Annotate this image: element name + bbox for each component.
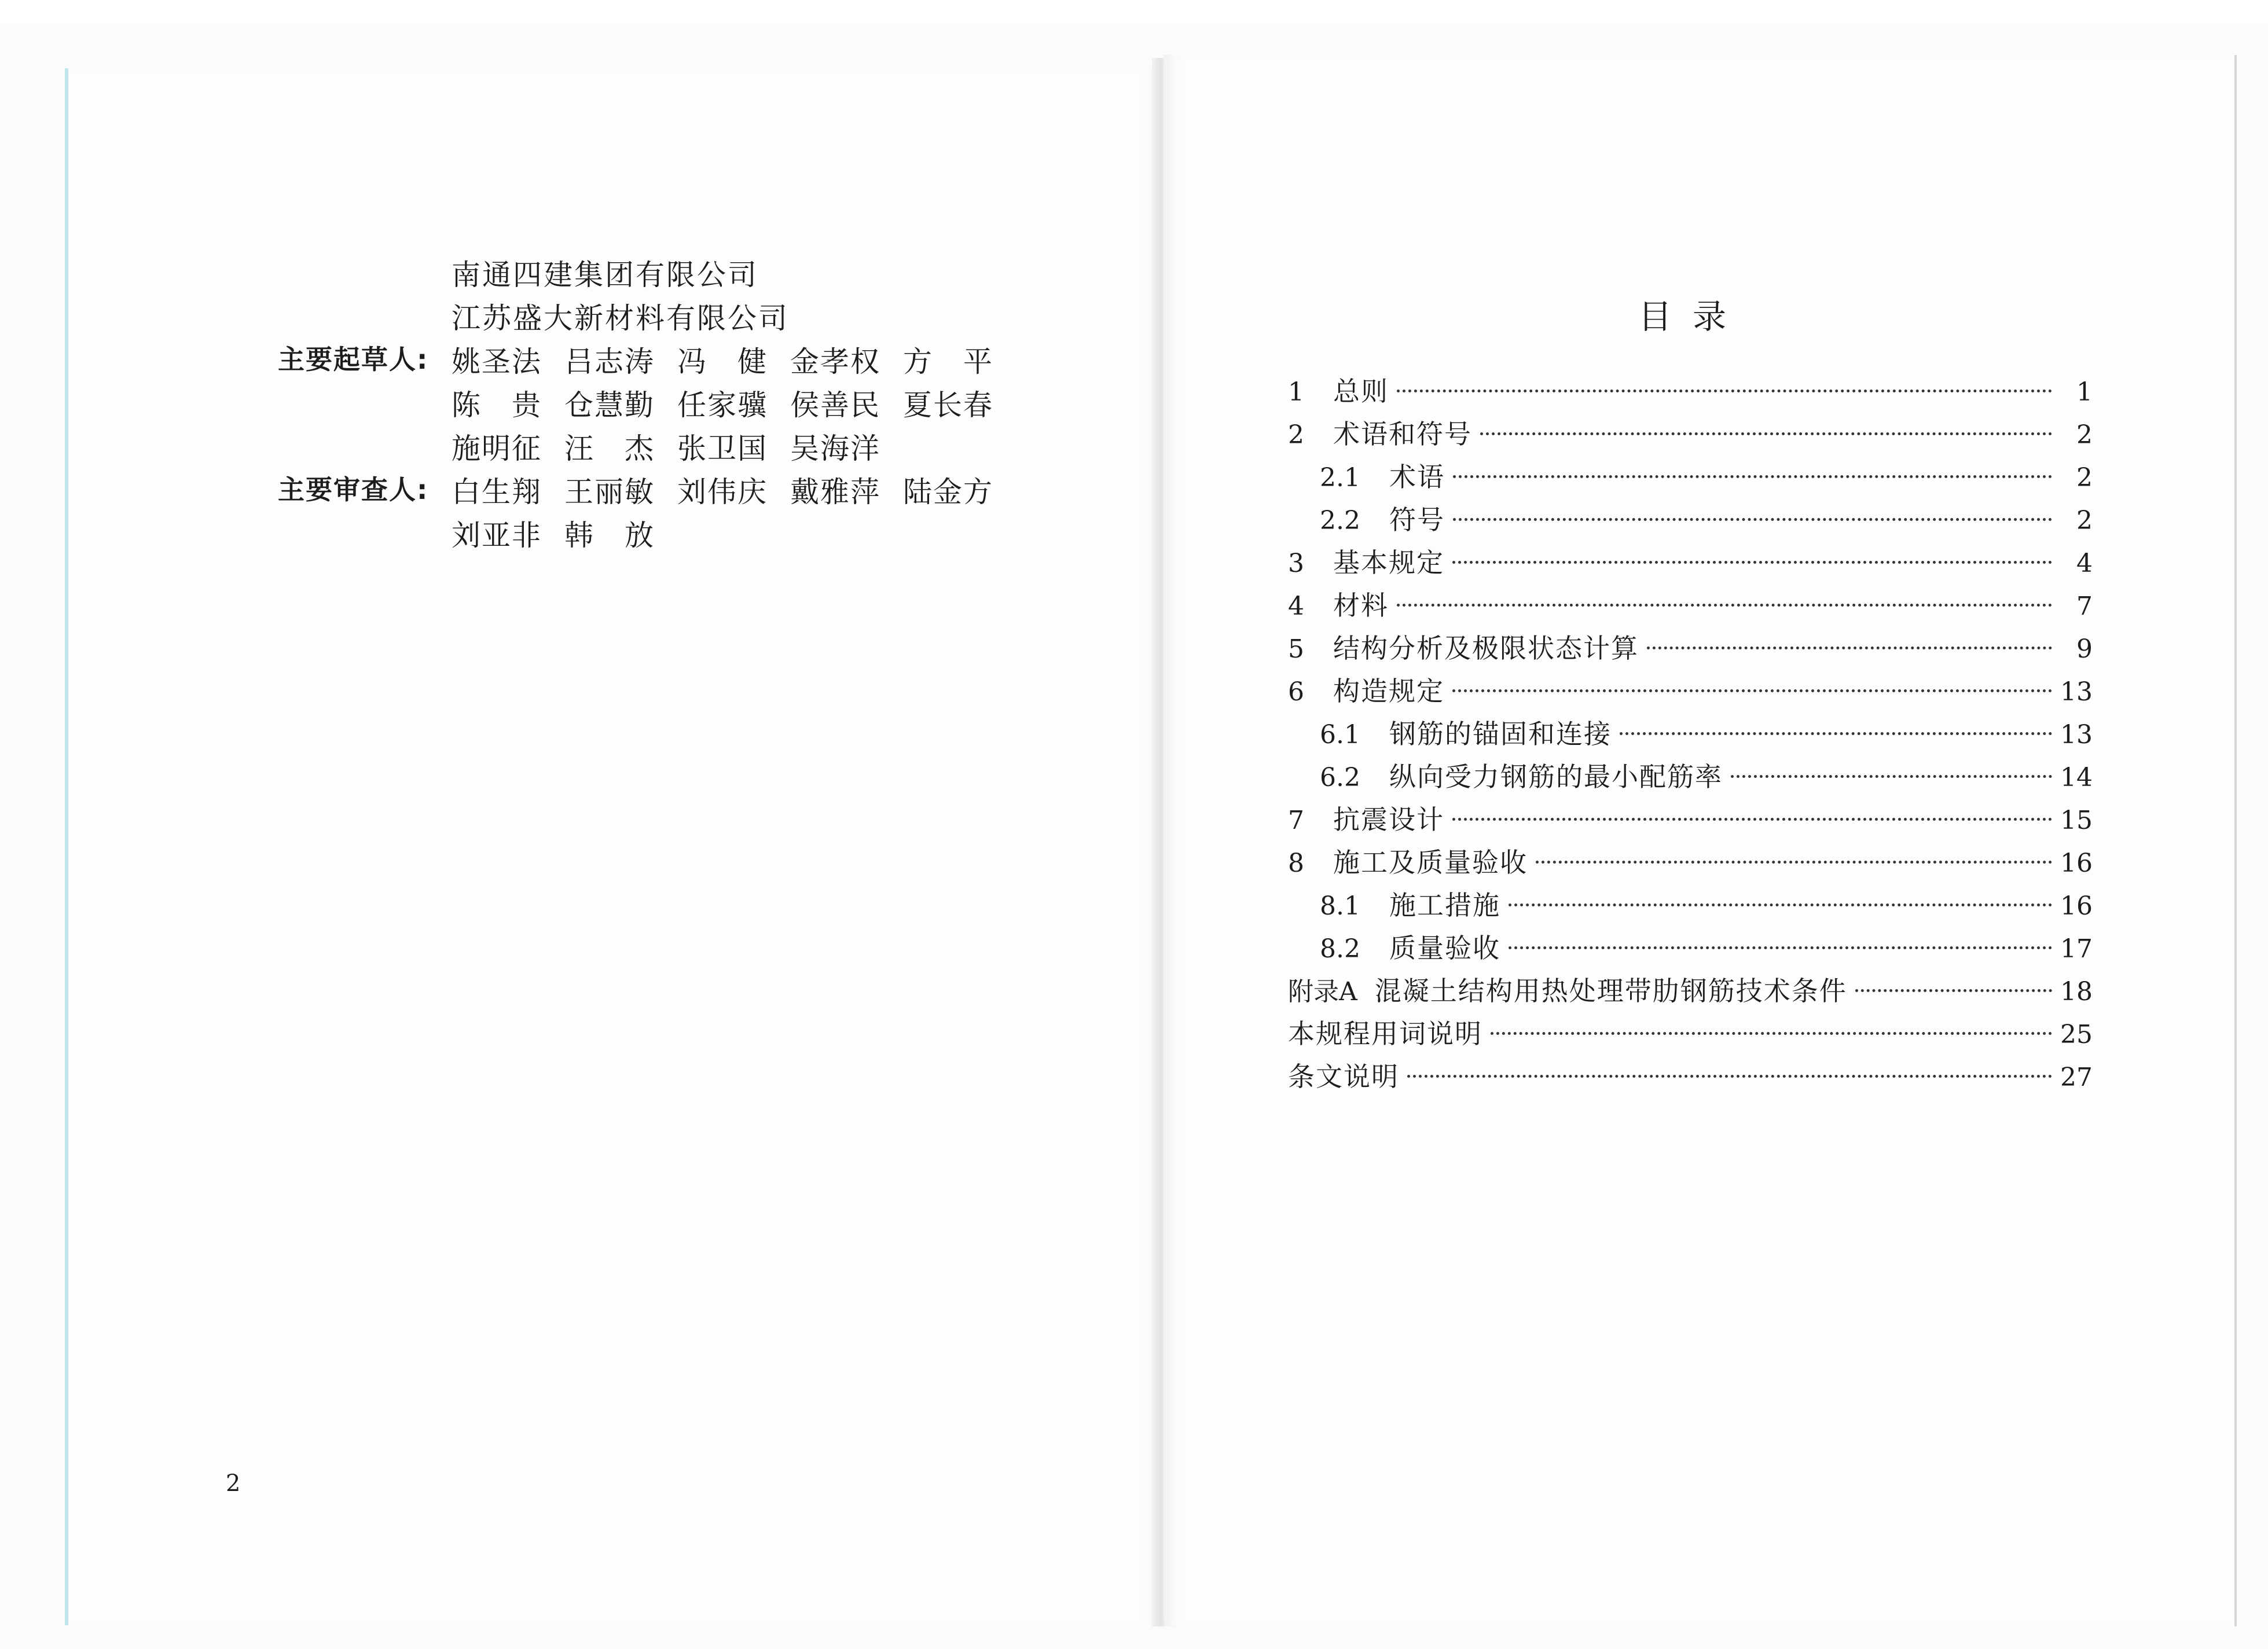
toc-entry	[1288, 970, 2093, 1013]
person-name: 刘伟庆	[677, 475, 768, 509]
toc-entry-page: 2	[2076, 420, 2093, 450]
person-name: 王丽敏	[564, 475, 655, 509]
toc-entry-number: 8	[1288, 849, 1304, 878]
toc-dot-leader	[1509, 946, 2052, 949]
toc-entry-number: 6	[1288, 677, 1304, 707]
toc-entry-label: 材料	[1333, 590, 1389, 621]
toc-entry-page: 13	[2060, 720, 2093, 750]
toc-dot-leader	[1397, 604, 2052, 607]
toc-entry-page: 15	[2060, 806, 2093, 835]
toc-entry	[1288, 542, 2093, 585]
toc-entry-number: 6.2	[1320, 763, 1360, 792]
toc-dot-leader	[1620, 732, 2052, 735]
toc-entry-number: 2.1	[1320, 463, 1360, 493]
person-name: 夏长春	[903, 388, 993, 422]
toc-entry-label: 施工措施	[1389, 890, 1500, 921]
toc-entry-label: 术语	[1389, 461, 1445, 493]
toc-dot-leader	[1407, 1075, 2052, 1078]
toc-entry	[1288, 627, 2093, 670]
toc-dot-leader	[1453, 518, 2052, 521]
toc-entry-label: 本规程用词说明	[1288, 1018, 1482, 1049]
person-name: 仓慧勤	[564, 388, 655, 422]
toc-dot-leader	[1731, 775, 2052, 778]
toc-entry	[1288, 884, 2093, 927]
toc-entry-page: 13	[2060, 677, 2093, 707]
toc-entry	[1288, 499, 2093, 542]
toc-entry-label: 施工及质量验收	[1333, 847, 1528, 878]
toc-entry-label: 术语和符号	[1333, 418, 1472, 450]
reviewers-role-label: 主要审查人:	[278, 474, 429, 505]
toc-dot-leader	[1397, 390, 2052, 392]
page-number: 2	[226, 1470, 241, 1497]
toc-title: 目录	[1638, 297, 1748, 336]
toc-entry-label: 条文说明	[1288, 1061, 1399, 1092]
table-of-contents	[1288, 370, 2093, 1099]
person-name: 金孝权	[790, 345, 880, 379]
toc-entry-page: 9	[2076, 634, 2093, 664]
toc-dot-leader	[1480, 432, 2052, 435]
person-name: 方 平	[903, 345, 993, 379]
toc-dot-leader	[1536, 861, 2052, 864]
toc-dot-leader	[1452, 561, 2052, 564]
toc-entry-page: 4	[2076, 549, 2093, 578]
toc-entry-label: 混凝土结构用热处理带肋钢筋技术条件	[1374, 975, 1847, 1007]
toc-dot-leader	[1647, 647, 2052, 649]
toc-entry-label: 符号	[1389, 504, 1445, 535]
toc-entry-number: 6.1	[1320, 720, 1360, 750]
toc-entry-number: 附录A	[1288, 977, 1357, 1007]
scan-top-margin	[0, 0, 2268, 23]
toc-entry	[1288, 713, 2093, 756]
person-name: 侯善民	[790, 388, 880, 422]
toc-dot-leader	[1452, 689, 2052, 692]
person-name: 冯 健	[677, 345, 768, 379]
toc-entry	[1288, 1056, 2093, 1099]
person-name: 张卫国	[677, 432, 768, 465]
person-name: 施明征	[452, 432, 542, 465]
toc-entry-page: 16	[2060, 891, 2093, 921]
toc-entry-number: 8.2	[1320, 934, 1360, 964]
person-name: 韩 放	[564, 519, 655, 552]
toc-entry-label: 钢筋的锚固和连接	[1389, 718, 1612, 750]
person-name: 戴雅萍	[790, 475, 880, 509]
toc-entry-number: 7	[1288, 806, 1304, 835]
person-name: 刘亚非	[452, 519, 542, 552]
toc-dot-leader	[1452, 818, 2052, 821]
toc-dot-leader	[1855, 989, 2052, 992]
toc-entry-number: 2.2	[1320, 506, 1360, 535]
toc-entry	[1288, 413, 2093, 456]
toc-entry	[1288, 756, 2093, 799]
toc-entry-page: 18	[2060, 977, 2093, 1007]
toc-dot-leader	[1491, 1032, 2052, 1035]
toc-entry-label: 结构分析及极限状态计算	[1333, 633, 1639, 664]
toc-entry-page: 7	[2076, 592, 2093, 621]
toc-entry-page: 16	[2060, 849, 2093, 878]
toc-entry-number: 3	[1288, 549, 1304, 578]
toc-entry-page: 2	[2076, 463, 2093, 493]
organization-name: 南通四建集团有限公司	[452, 258, 758, 292]
toc-entry	[1288, 927, 2093, 970]
toc-entry-label: 质量验收	[1389, 932, 1500, 964]
drafters-role-label: 主要起草人:	[278, 344, 429, 375]
toc-entry	[1288, 670, 2093, 713]
toc-entry-page: 17	[2060, 934, 2093, 964]
toc-entry	[1288, 799, 2093, 842]
person-name: 吴海洋	[790, 432, 880, 465]
toc-entry-number: 2	[1288, 420, 1304, 450]
person-name: 汪 杰	[564, 432, 655, 465]
toc-entry-page: 14	[2060, 763, 2093, 792]
toc-entry-label: 构造规定	[1333, 675, 1444, 707]
toc-entry-page: 2	[2076, 506, 2093, 535]
toc-entry	[1288, 585, 2093, 627]
organization-name: 江苏盛大新材料有限公司	[452, 302, 789, 335]
toc-entry-label: 总则	[1333, 376, 1389, 407]
person-name: 任家骥	[677, 388, 768, 422]
toc-entry	[1288, 370, 2093, 413]
person-name: 吕志涛	[564, 345, 655, 379]
toc-dot-leader	[1453, 475, 2052, 478]
toc-dot-leader	[1509, 904, 2052, 906]
person-name: 陆金方	[903, 475, 993, 509]
person-name: 姚圣法	[452, 345, 542, 379]
toc-entry-page: 25	[2060, 1020, 2093, 1049]
toc-entry-number: 4	[1288, 592, 1304, 621]
toc-entry	[1288, 842, 2093, 884]
toc-entry-number: 5	[1288, 634, 1304, 664]
toc-entry-page: 1	[2076, 377, 2093, 407]
toc-entry	[1288, 1013, 2093, 1056]
toc-entry-label: 抗震设计	[1333, 804, 1444, 835]
toc-entry-number: 8.1	[1320, 891, 1360, 921]
toc-entry-label: 基本规定	[1333, 547, 1444, 578]
person-name: 白生翔	[452, 475, 542, 509]
toc-entry-label: 纵向受力钢筋的最小配筋率	[1389, 761, 1723, 792]
toc-entry	[1288, 456, 2093, 499]
toc-entry-page: 27	[2060, 1063, 2093, 1092]
toc-entry-number: 1	[1288, 377, 1304, 407]
person-name: 陈 贵	[452, 388, 542, 422]
